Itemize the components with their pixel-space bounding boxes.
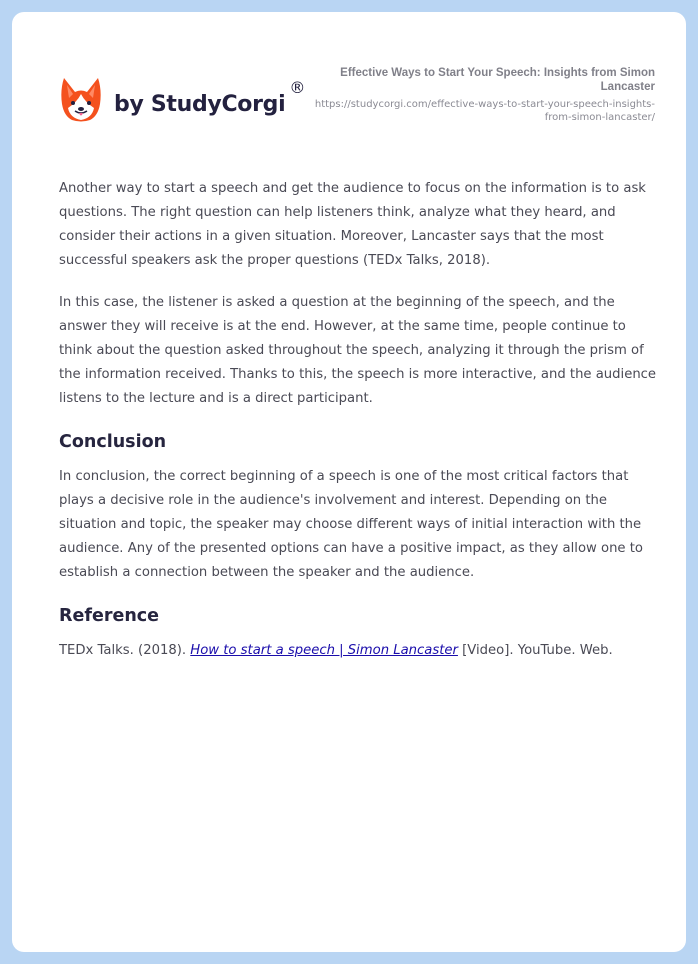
reference-entry	[59, 639, 659, 663]
paragraph-1: Another way to start a speech and get the audience to focus on the information is to ask questions. The right question can help listeners think, analyze what they heard, and consider their actions in a given situation. Moreover, Lancaster says that the most successful speakers ask the proper questions (TEDx Talks, 2018).	[59, 181, 646, 268]
reference-suffix: [Video]. YouTube. Web.	[457, 643, 613, 658]
conclusion-heading: Conclusion	[59, 432, 167, 452]
reference-prefix: TEDx Talks. (2018).	[59, 643, 191, 658]
registered-mark: ®	[289, 77, 306, 97]
logo-text: by StudyCorgi	[114, 91, 286, 117]
document-header	[12, 12, 686, 162]
document-meta	[295, 66, 655, 124]
document-body	[59, 177, 659, 681]
studycorgi-logo[interactable]	[60, 76, 305, 122]
document-url[interactable]: https://studycorgi.com/effective-ways-to-start-your-speech-insights-from-simon-lancaster/	[314, 99, 655, 123]
reference-heading: Reference	[59, 606, 160, 626]
paragraph-2: In this case, the listener is asked a question at the beginning of the speech, and the answer they will receive is at the end. However, at the same time, people continue to think about the question asked throughout the speech, analyzing it through the prism of the information received. Thanks to this, the speech is more interactive, and the audience listens to the lecture and is a direct participant.	[59, 295, 657, 406]
document-title: Effective Ways to Start Your Speech: Insights from Simon Lancaster	[340, 67, 655, 93]
document-card	[12, 12, 686, 952]
conclusion-paragraph: In conclusion, the correct beginning of a speech is one of the most critical factors that plays a decisive role in the audience's involvement and interest. Depending on the situation and topic, the speaker may choose different ways of initial interaction with the audience. Any of the presented options can have a positive impact, as they allow one to establish a connection between the speaker and the audience.	[59, 469, 643, 580]
reference-link[interactable]: How to start a speech | Simon Lancaster	[190, 643, 458, 658]
corgi-icon	[60, 76, 102, 122]
